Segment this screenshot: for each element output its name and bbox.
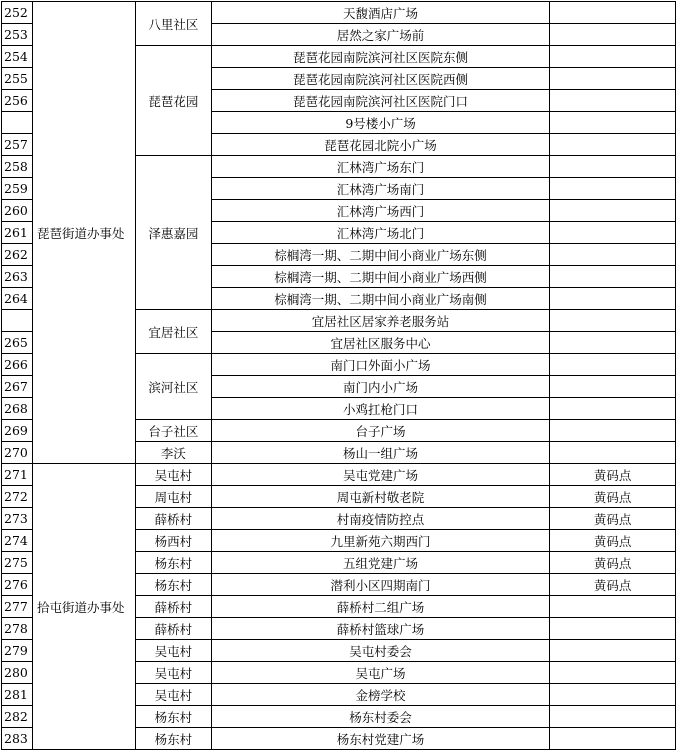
location-name: 琵琶花园南院滨河社区医院西侧 xyxy=(211,68,550,90)
row-number: 283 xyxy=(2,728,33,750)
row-number: 276 xyxy=(2,574,33,596)
community-name: 杨东村 xyxy=(135,552,211,574)
location-name: 汇林湾广场南门 xyxy=(211,178,550,200)
note xyxy=(550,420,676,442)
note xyxy=(550,222,676,244)
row-number: 267 xyxy=(2,376,33,398)
community-name: 薛桥村 xyxy=(135,618,211,640)
table-row xyxy=(2,2,676,24)
row-number: 282 xyxy=(2,706,33,728)
row-number: 262 xyxy=(2,244,33,266)
location-name: 棕榈湾一期、二期中间小商业广场南侧 xyxy=(211,288,550,310)
note: 黄码点 xyxy=(550,530,676,552)
row-number: 253 xyxy=(2,24,33,46)
note xyxy=(550,134,676,156)
office-name: 琵琶街道办事处 xyxy=(32,2,135,464)
note xyxy=(550,200,676,222)
note xyxy=(550,266,676,288)
community-name: 琵琶花园 xyxy=(135,46,211,156)
row-number: 278 xyxy=(2,618,33,640)
note xyxy=(550,398,676,420)
location-name: 小鸡扛枪门口 xyxy=(211,398,550,420)
table-row xyxy=(2,464,676,486)
community-name: 吴屯村 xyxy=(135,684,211,706)
note xyxy=(550,354,676,376)
location-name: 台子广场 xyxy=(211,420,550,442)
note: 黄码点 xyxy=(550,486,676,508)
location-name: 吴屯村委会 xyxy=(211,640,550,662)
note: 黄码点 xyxy=(550,464,676,486)
note xyxy=(550,596,676,618)
location-name: 薛桥村二组广场 xyxy=(211,596,550,618)
location-name: 金榜学校 xyxy=(211,684,550,706)
row-number: 265 xyxy=(2,332,33,354)
location-name: 宜居社区居家养老服务站 xyxy=(211,310,550,332)
row-number: 279 xyxy=(2,640,33,662)
location-name: 村南疫情防控点 xyxy=(211,508,550,530)
note xyxy=(550,376,676,398)
note xyxy=(550,156,676,178)
community-name: 八里社区 xyxy=(135,2,211,46)
note xyxy=(550,24,676,46)
note xyxy=(550,46,676,68)
row-number: 274 xyxy=(2,530,33,552)
row-number: 269 xyxy=(2,420,33,442)
location-name: 天馥酒店广场 xyxy=(211,2,550,24)
note xyxy=(550,662,676,684)
community-name: 吴屯村 xyxy=(135,662,211,684)
note xyxy=(550,310,676,332)
note xyxy=(550,640,676,662)
community-name: 吴屯村 xyxy=(135,640,211,662)
location-name: 吴屯党建广场 xyxy=(211,464,550,486)
note xyxy=(550,442,676,464)
community-name: 宜居社区 xyxy=(135,310,211,354)
row-number: 268 xyxy=(2,398,33,420)
location-name: 吴屯广场 xyxy=(211,662,550,684)
community-name: 杨东村 xyxy=(135,728,211,750)
location-name: 居然之家广场前 xyxy=(211,24,550,46)
row-number: 259 xyxy=(2,178,33,200)
note: 黄码点 xyxy=(550,508,676,530)
note xyxy=(550,68,676,90)
location-name: 汇林湾广场北门 xyxy=(211,222,550,244)
location-name: 琵琶花园南院滨河社区医院东侧 xyxy=(211,46,550,68)
note xyxy=(550,112,676,134)
row-number xyxy=(2,112,33,134)
note xyxy=(550,288,676,310)
note xyxy=(550,618,676,640)
row-number: 261 xyxy=(2,222,33,244)
office-name: 拾屯街道办事处 xyxy=(32,464,135,750)
note xyxy=(550,332,676,354)
row-number: 280 xyxy=(2,662,33,684)
note xyxy=(550,2,676,24)
location-name: 杨东村委会 xyxy=(211,706,550,728)
community-name: 台子社区 xyxy=(135,420,211,442)
location-name: 薛桥村篮球广场 xyxy=(211,618,550,640)
community-name: 薛桥村 xyxy=(135,508,211,530)
note xyxy=(550,244,676,266)
location-name: 周屯新村敬老院 xyxy=(211,486,550,508)
row-number: 254 xyxy=(2,46,33,68)
community-name: 泽惠嘉园 xyxy=(135,156,211,310)
row-number: 258 xyxy=(2,156,33,178)
note xyxy=(550,90,676,112)
note xyxy=(550,706,676,728)
row-number: 277 xyxy=(2,596,33,618)
row-number: 256 xyxy=(2,90,33,112)
community-name: 周屯村 xyxy=(135,486,211,508)
row-number: 257 xyxy=(2,134,33,156)
note: 黄码点 xyxy=(550,574,676,596)
location-name: 杨东村党建广场 xyxy=(211,728,550,750)
note xyxy=(550,728,676,750)
community-name: 吴屯村 xyxy=(135,464,211,486)
location-name: 棕榈湾一期、二期中间小商业广场西侧 xyxy=(211,266,550,288)
location-name: 琵琶花园南院滨河社区医院门口 xyxy=(211,90,550,112)
row-number: 275 xyxy=(2,552,33,574)
row-number: 260 xyxy=(2,200,33,222)
row-number: 270 xyxy=(2,442,33,464)
location-name: 棕榈湾一期、二期中间小商业广场东侧 xyxy=(211,244,550,266)
community-name: 滨河社区 xyxy=(135,354,211,420)
community-name: 杨东村 xyxy=(135,574,211,596)
row-number: 264 xyxy=(2,288,33,310)
location-name: 潜利小区四期南门 xyxy=(211,574,550,596)
community-name: 杨东村 xyxy=(135,706,211,728)
row-number xyxy=(2,310,33,332)
row-number: 255 xyxy=(2,68,33,90)
row-number: 252 xyxy=(2,2,33,24)
community-name: 李沃 xyxy=(135,442,211,464)
location-name: 杨山一组广场 xyxy=(211,442,550,464)
location-name: 宜居社区服务中心 xyxy=(211,332,550,354)
location-name: 九里新苑六期西门 xyxy=(211,530,550,552)
community-name: 杨西村 xyxy=(135,530,211,552)
row-number: 273 xyxy=(2,508,33,530)
community-name: 薛桥村 xyxy=(135,596,211,618)
row-number: 271 xyxy=(2,464,33,486)
location-name: 五组党建广场 xyxy=(211,552,550,574)
row-number: 263 xyxy=(2,266,33,288)
location-name: 汇林湾广场东门 xyxy=(211,156,550,178)
location-name: 琵琶花园北院小广场 xyxy=(211,134,550,156)
row-number: 281 xyxy=(2,684,33,706)
row-number: 266 xyxy=(2,354,33,376)
location-name: 汇林湾广场西门 xyxy=(211,200,550,222)
row-number: 272 xyxy=(2,486,33,508)
note: 黄码点 xyxy=(550,552,676,574)
note xyxy=(550,684,676,706)
location-name: 南门口外面小广场 xyxy=(211,354,550,376)
location-name: 9号楼小广场 xyxy=(211,112,550,134)
note xyxy=(550,178,676,200)
site-table xyxy=(1,1,676,750)
location-name: 南门内小广场 xyxy=(211,376,550,398)
